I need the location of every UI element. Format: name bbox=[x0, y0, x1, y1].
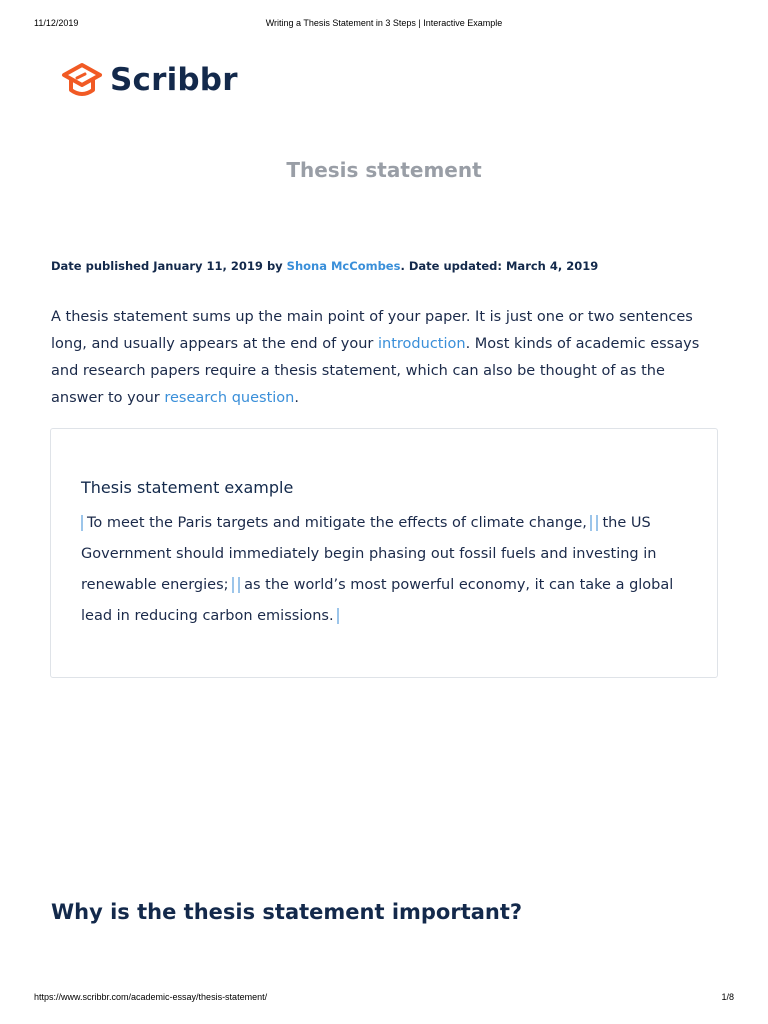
scribbr-logo[interactable] bbox=[58, 58, 238, 102]
example-body bbox=[81, 508, 681, 632]
section-heading: Why is the thesis statement important? bbox=[51, 900, 523, 924]
example-title: Thesis statement example bbox=[81, 478, 294, 497]
print-footer bbox=[0, 992, 768, 1006]
print-url: https://www.scribbr.com/academic-essay/thesis-statement/ bbox=[34, 992, 268, 1002]
intro-paragraph bbox=[51, 304, 721, 412]
updated-label: . Date updated: March 4, 2019 bbox=[400, 259, 599, 273]
thesis-segment-reason[interactable]: as the world’s most powerful economy, it can take a global lead in reducing carbon emissions. bbox=[81, 577, 674, 624]
logo-text: Scribbr bbox=[110, 62, 238, 98]
page-title: Thesis statement bbox=[286, 158, 482, 182]
introduction-link[interactable]: introduction bbox=[378, 336, 466, 352]
print-page-title: Writing a Thesis Statement in 3 Steps | Interactive Example bbox=[265, 18, 503, 28]
article-meta bbox=[51, 259, 598, 273]
print-date: 11/12/2019 bbox=[34, 18, 79, 28]
thesis-example-box bbox=[50, 428, 718, 678]
print-header bbox=[0, 18, 768, 32]
print-page-number: 1/8 bbox=[721, 992, 734, 1002]
published-label: Date published January 11, 2019 by bbox=[51, 259, 287, 273]
research-question-link[interactable]: research question bbox=[164, 390, 295, 406]
intro-text-1: A thesis statement sums up the main point of your paper. It is just one or two sentences long, and usually appears at the end of your bbox=[51, 309, 693, 352]
author-link[interactable]: Shona McCombes bbox=[286, 259, 401, 273]
graduation-cap-logo-icon bbox=[58, 58, 108, 102]
intro-text-3: . bbox=[294, 390, 299, 406]
thesis-segment-claim[interactable]: the US Government should immediately begin phasing out fossil fuels and investing in renewable energies; bbox=[81, 515, 657, 593]
intro-text-2: . Most kinds of academic essays and research papers require a thesis statement, which can also be thought of as the answer to your bbox=[51, 336, 700, 406]
thesis-segment-topic[interactable]: To meet the Paris targets and mitigate the effects of climate change, bbox=[81, 515, 592, 531]
